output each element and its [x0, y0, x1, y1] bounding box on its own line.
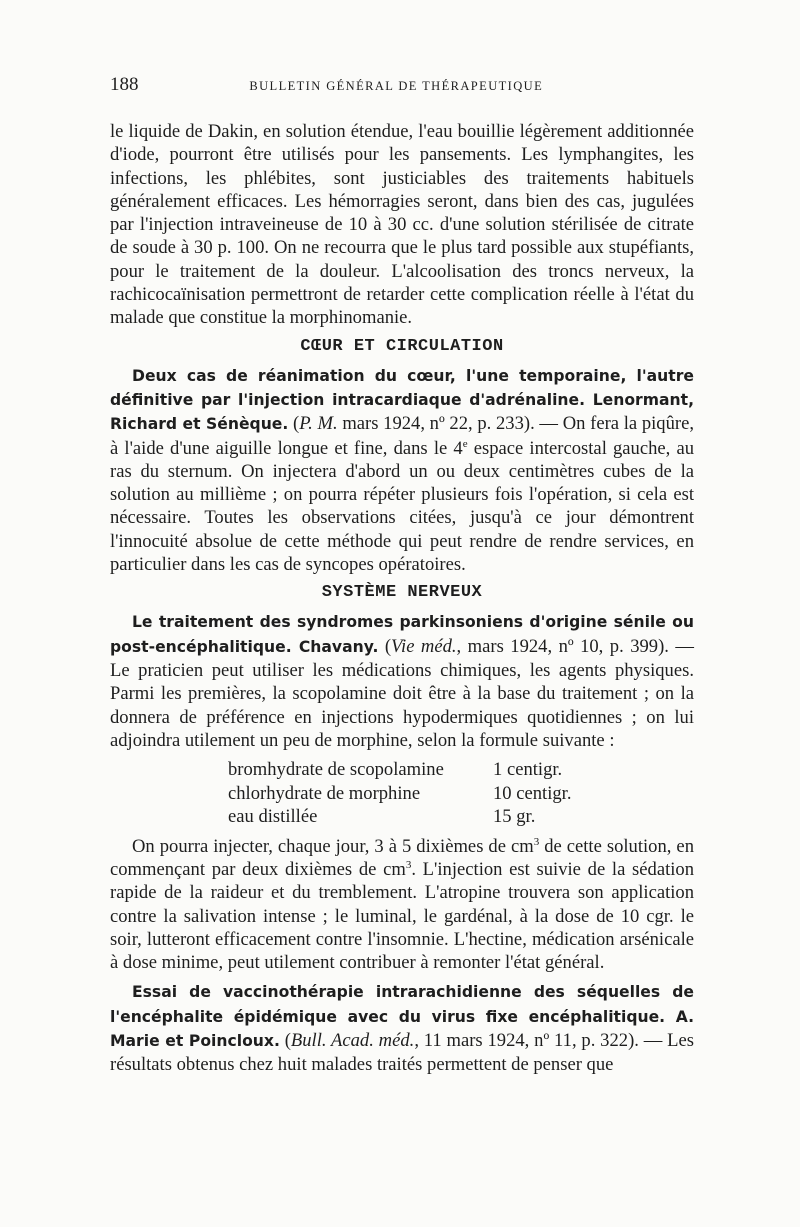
prescription-formula [228, 758, 588, 829]
article-reanimation [110, 364, 694, 577]
article-text-continued: espace intercostal gauche, au ras du sternum. On injectera d'abord un ou deux centimètres cubes de la solution au millième ; on pourra répéter plusieurs fois l'opération, si cela est nécessaire. Toutes les observations citées, jusqu'à ce jour démontrent l'innocuité absolue de cette méthode qui peut rendre de rendre services, en particulier dans les cas de syncopes opératoires. [110, 437, 694, 576]
formula-dose: 15 gr. [493, 806, 536, 828]
reference-open: ( [378, 635, 392, 657]
section-title-systeme-nerveux: SYSTÈME NERVEUX [321, 583, 483, 603]
dosage-text: On pourra injecter, chaque jour, 3 à 5 dixièmes de cm [132, 835, 534, 857]
article-text: Le praticien peut utiliser les médications chimiques, les agents physiques. Parmi les premières, la scopolamine doit être à la base du traitement ; on la donnera de préférence en injections hypodermiques quotidiennes ; on lui adjoindra utilement un peu de morphine, selon la formule suivante : [110, 659, 694, 751]
page-number: 188 [110, 74, 139, 95]
reference-open: ( [288, 413, 300, 435]
article-title: Deux cas de réanimation du cœur, l'une temporaine, l'autre définitive par l'injection intracardiaque d'adrénaline. Lenormant, Richard et Sénèque. [110, 366, 694, 434]
reference-details: mars 1924, nº 22, p. 233). — [337, 413, 563, 435]
page-body [110, 120, 694, 1077]
article-text: Les résultats obtenus chez huit malades traités permettent de penser que [110, 1030, 695, 1076]
superscript: e [462, 437, 468, 450]
journal-name: Vie méd. [391, 635, 457, 657]
reference-details: , mars 1924, nº 10, p. 399). — [456, 635, 694, 657]
article-text: On fera la piqûre, à l'aide d'une aiguille longue et fine, dans le 4 [110, 413, 694, 459]
dosage-text: . L'injection est suivie de la sédation rapide de la raideur et du tremblement. L'atropine trouvera son application contre la salivation intense ; le luminal, le gardénal, à la dose de 10 cgr. le soir, lutteront efficacement contre l'insomnie. L'hectine, médication arsénicale à dose minime, peut utilement contribuer à remonter l'état général. [110, 858, 694, 974]
journal-name: P. M. [299, 413, 338, 435]
article-parkinsoniens [110, 610, 694, 752]
intro-paragraph: le liquide de Dakin, en solution étendue, l'eau bouillie légèrement additionnée d'iode, pourront être utilisés pour les pansements. Les lymphangites, les infections, les phlébites, sont justiciables des traitements habituels généralement efficaces. Les hémorragies seront, dans bien des cas, jugulées par l'injection intraveineuse de 10 à 30 cc. d'une solution stérilisée de citrate de soude à 30 p. 100. On ne recourra que le plus tard possible aux stupéfiants, pour le traitement de la douleur. L'alcoolisation des troncs nerveux, la rachicocaïnisation permettront de retarder cette complication réelle à l'état du malade que constitue la morphinomanie. [110, 121, 694, 329]
dosage-text: de cette solution, en commençant par deux dixièmes de cm [110, 835, 694, 880]
journal-name: Bull. Acad. méd. [290, 1030, 415, 1051]
article-title: Essai de vaccinothérapie intrarachidienne des séquelles de l'encéphalite épidémique avec du virus fixe encéphalitique. A. Marie et Poincloux. [110, 983, 694, 1050]
formula-drug: chlorhydrate de morphine [228, 782, 421, 804]
page-header [110, 74, 694, 96]
formula-dose: 1 centigr. [493, 759, 563, 781]
reference-details: , 11 mars 1924, nº 11, p. 322). — [414, 1030, 668, 1051]
superscript: 3 [405, 858, 412, 871]
formula-drug: bromhydrate de scopolamine [228, 759, 444, 781]
formula-drug: eau distillée [228, 806, 318, 828]
formula-dose: 10 centigr. [493, 782, 572, 804]
formula-row [228, 758, 588, 782]
dosage-paragraph [110, 835, 694, 975]
formula-row [228, 782, 588, 806]
running-title: BULLETIN GÉNÉRAL DE THÉRAPEUTIQUE [249, 79, 544, 93]
section-title-coeur: CŒUR ET CIRCULATION [300, 336, 504, 356]
superscript: 3 [533, 835, 540, 848]
article-vaccinotherapie [110, 980, 694, 1076]
formula-row [228, 805, 588, 829]
reference-open: ( [279, 1030, 291, 1051]
article-title: Le traitement des syndromes parkinsoniens d'origine sénile ou post-encéphalitique. Chavany. [110, 613, 694, 656]
